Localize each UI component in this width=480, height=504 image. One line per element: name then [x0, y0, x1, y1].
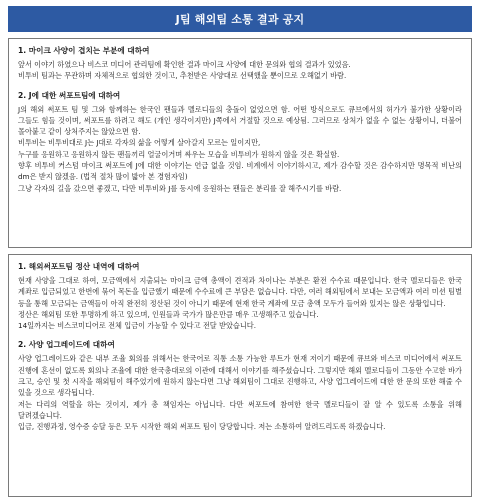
section-heading: 2. 사양 업그레이드에 대하여 [18, 340, 115, 350]
paragraph: 저는 다리의 역할을 하는 것이지, 제가 총 책임자는 아닙니다. 다만 써포트에 참여한 한국 멜로디들이 잘 알 수 있도록 소통을 위해 달려겠습니다. [18, 399, 462, 420]
section-heading: 1. 해외써포트팀 정산 내역에 대하여 [18, 262, 140, 271]
paragraph: 현재 사양을 그대로 하여, 모금액에서 지출되는 마이크 금액 총액이 견적과 차이나는 부분은 환전 수수료 때문입니다. 한국 멜로디들은 한국 계좌로 입금되었고 한번에 묶어 목돈을 입금했기 때문에 수수료에 큰 부담은 없습니다. 다만, 여러 해외팀에서 보내는 모금액과 여러 미션 팀별 등을 통해 모금되는 금액들이 아직 완전히 정산된 것이 아니기 때문에 현재 한국 계좌에 모금 총액 모두가 들어와 있지는 않은 상황입니다. [18, 276, 462, 308]
paragraph: 향후 비투비 커스텀 마이크 써포트에 J에 대한 이야기는 언급 없을 것임. 비계에서 이야기하시고, 제가 감수할 것은 감수하지만 명목적 비난의 dm은 받지 않겠음. (법적 절차 많이 밟아 본 경험자임) [18, 161, 462, 182]
notice-box-1 [8, 38, 472, 248]
notice-title: J팀 해외팀 소통 결과 공지 [8, 6, 472, 32]
paragraph: 입금, 진행과정, 영수증 승달 등은 모두 시작한 해외 써포트 팀이 당당합니다. 저는 소통하여 알려드리도록 하겠습니다. [18, 422, 386, 432]
paragraph: J의 해외 써포트 팀 및 그와 함께하는 한국인 팬들과 멜로디들의 충돌이 없었으면 함. 어떤 방식으로도 큐브에서의 허가가 불가한 상황이라 그들도 힘들 것이며, 써포트를 하려고 해도 (개인 생각이지만) J쪽에서 거절할 것으로 예상됨. 그러므로 상처가 없을 수 없는 상황이니, 더불어 몰아붙고 같이 상처주지는 않았으면 함. [18, 104, 462, 137]
paragraph: 그냥 각자의 길을 갔으면 좋겠고, 다만 비투비와 J를 동시에 응원하는 팬들은 분리를 잘 해주시기를 바람. [18, 183, 342, 193]
paragraph: 앞서 이야기 하였으나 비스코 미디어 관리팀에 확인한 결과 마이크 사양에 대한 문의와 협의 결과가 있었음. [18, 60, 351, 69]
paragraph: 누구를 응원하고 응원하지 않든 팬들끼리 얼굴이거며 싸우는 모습을 비투비가 원하지 않을 것은 확실함. [18, 149, 340, 159]
paragraph: 정산은 해외팀 또한 투명하게 하고 있으며, 인원들과 국가가 많은만큼 매우 고생해주고 있습니다. [18, 309, 319, 319]
paragraph: 비투비는 비투비대로 J는 J대로 각자의 삶을 어떻게 살아갈지 모르는 일이지만, [18, 138, 261, 148]
paragraph: 사양 업그레이드와 같은 내부 조율 회의를 위해서는 한국어로 직통 소통 가능한 루트가 현재 저이기 때문에 큐브와 비스코 미디어에서 써포트 진행에 혼선이 없도록 회의나 조율에 대한 한국총대로의 이관에 대해서 이야기를 해주셨습니다. 그렇지만 해외 멜로디들이 그동안 수고한 바가 크고, 승인 및 첫 시작을 해외팀이 해주었기에 원하지 않는다면 그냥 해외팀이 그대로 진행하고, 사양 업그레이드에 대한 한 문의 또한 해줄 수 있을 것으로 생각됩니다. [18, 354, 462, 398]
section-heading: 1. 마이크 사양이 겹치는 부분에 대하여 [18, 46, 150, 55]
section-heading: 2. J에 대한 써포트팀에 대하여 [18, 90, 121, 100]
notice-box-2 [8, 254, 472, 497]
paragraph: 비투비 팀과는 무관하며 자체적으로 협의한 것이고, 추천받은 사양대로 선택했을 뿐이므로 오해없기 바람. [18, 71, 347, 81]
paragraph: 14일까지는 비스코미디어로 전체 입금이 가능할 수 있다고 전달 받았습니다. [18, 321, 257, 331]
